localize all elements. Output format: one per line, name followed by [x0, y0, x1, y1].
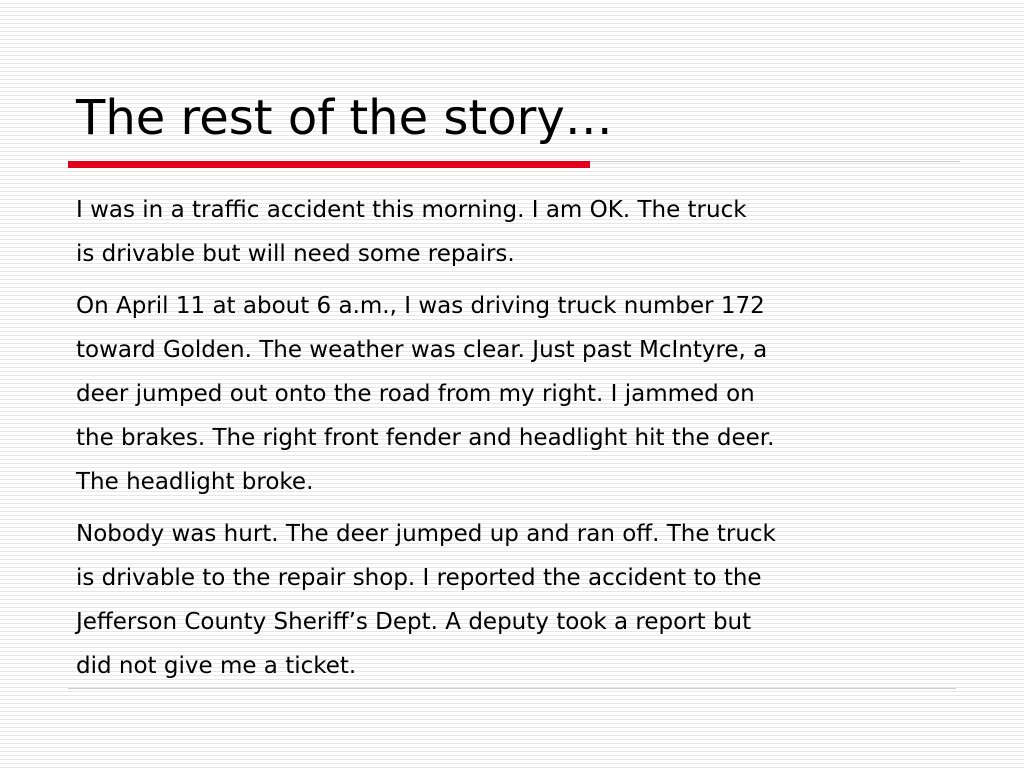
paragraph-details: On April 11 at about 6 a.m., I was driving truck number 172 toward Golden. The weather was clear. Just past McIntyre, a deer jumped out onto the road from my right. I jammed on the brakes. The right front fender and headlight hit the deer. The headlight broke. — [76, 293, 775, 495]
slide-title: The rest of the story… — [76, 90, 613, 146]
paragraph-outcome: Nobody was hurt. The deer jumped up and ran off. The truck is drivable to the repair shop. I reported the accident to the Jefferson County Sheriff’s Dept. A deputy took a report but did not give me a ticket. — [76, 521, 776, 679]
title-accent-bar — [68, 161, 590, 168]
title-divider-line — [590, 161, 960, 162]
slide-body — [76, 188, 956, 696]
paragraph-summary: I was in a traffic accident this morning. I am OK. The truck is drivable but will need some repairs. — [76, 197, 747, 267]
footer-divider-line — [68, 688, 956, 689]
